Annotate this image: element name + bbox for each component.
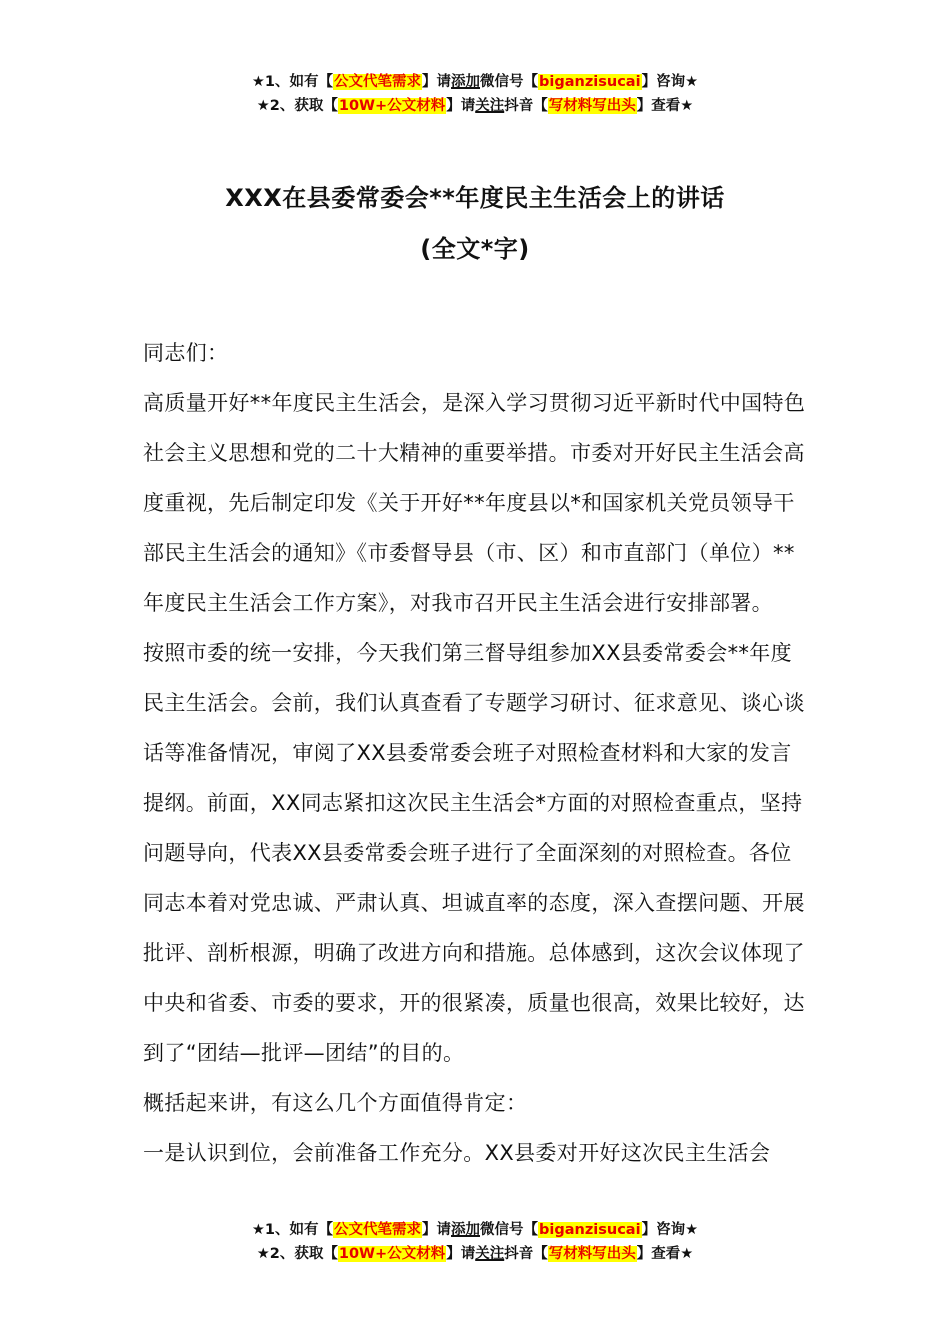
highlight-materials: 10W+公文材料: [338, 98, 446, 114]
star-icon: ★: [685, 1222, 699, 1238]
paragraph: 高质量开好**年度民主生活会，是深入学习贯彻习近平新时代中国特色社会主义思想和党的二十大精神的重要举措。市委对开好民主生活会高度重视，先后制定印发《关于开好**年度县以*和国家机关党员领导干部民主生活会的通知》《市委督导县（市、区）和市直部门（单位）**年度民主生活会工作方案》，对我市召开民主生活会进行安排部署。: [143, 391, 806, 615]
star-icon: ★: [256, 1246, 270, 1262]
star-icon: ★: [685, 74, 699, 90]
paragraph: 概括起来讲，有这么几个方面值得肯定：: [143, 1091, 528, 1115]
promo-line-2: ★2、获取【10W+公文材料】请关注抖音【写材料写出头】查看★: [256, 1246, 694, 1262]
salutation: 同志们：: [143, 341, 229, 365]
highlight-ghostwriting: 公文代笔需求: [334, 74, 422, 90]
star-icon: ★: [251, 1222, 265, 1238]
highlight-wechat-id: biganzisucai: [539, 1222, 641, 1238]
document-subtitle: (全文*字): [420, 235, 530, 263]
star-icon: ★: [680, 1246, 694, 1262]
highlight-materials: 10W+公文材料: [338, 1246, 446, 1262]
star-icon: ★: [251, 74, 265, 90]
document-title: XXX在县委常委会**年度民主生活会上的讲话: [225, 184, 725, 212]
promo-banner-top: [0, 70, 950, 118]
star-icon: ★: [256, 98, 270, 114]
promo-line-1: ★1、如有【公文代笔需求】请添加微信号【biganzisucai】咨询★: [251, 1222, 699, 1238]
paragraph: 一是认识到位，会前准备工作充分。XX县委对开好这次民主生活会: [143, 1141, 771, 1165]
star-icon: ★: [680, 98, 694, 114]
paragraph: 按照市委的统一安排，今天我们第三督导组参加XX县委常委会**年度民主生活会。会前，我们认真查看了专题学习研讨、征求意见、谈心谈话等准备情况，审阅了XX县委常委会班子对照检查材料和大家的发言提纲。前面，XX同志紧扣这次民主生活会*方面的对照检查重点，坚持问题导向，代表XX县委常委会班子进行了全面深刻的对照检查。各位同志本着对党忠诚、严肃认真、坦诚直率的态度，深入查摆问题、开展批评、剖析根源，明确了改进方向和措施。总体感到，这次会议体现了中央和省委、市委的要求，开的很紧凑，质量也很高，效果比较好，达到了“团结—批评—团结”的目的。: [143, 641, 805, 1065]
promo-line-2: ★2、获取【10W+公文材料】请关注抖音【写材料写出头】查看★: [256, 98, 694, 114]
highlight-ghostwriting: 公文代笔需求: [334, 1222, 422, 1238]
highlight-douyin-account: 写材料写出头: [548, 98, 636, 114]
promo-line-1: ★1、如有【公文代笔需求】请添加微信号【biganzisucai】咨询★: [251, 74, 699, 90]
highlight-douyin-account: 写材料写出头: [548, 1246, 636, 1262]
highlight-wechat-id: biganzisucai: [539, 74, 641, 90]
document-body: [143, 328, 809, 1178]
promo-banner-bottom: [0, 1218, 950, 1266]
